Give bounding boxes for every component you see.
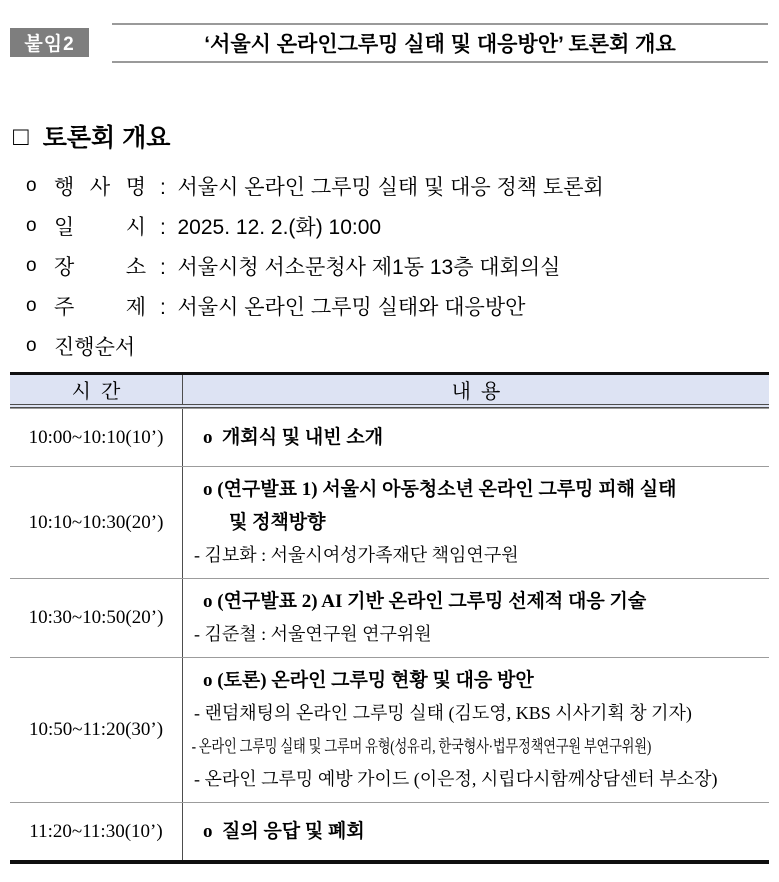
item-label: 주 제 [54,296,146,319]
content-line: o 개회식 및 내빈 소개 [203,427,384,448]
item-value: : 서울시 온라인 그루밍 실태와 대응방안 [160,296,526,319]
col-header-content: 내 용 [451,381,501,403]
list-item [26,206,769,246]
circle-bullet-icon: o [26,215,37,236]
item-value: : 서울시 온라인 그루밍 실태 및 대응 정책 토론회 [160,176,604,199]
square-bullet-icon: □ [13,121,29,151]
table-row [10,657,769,802]
list-item [26,246,769,286]
content-cell [183,409,769,466]
item-label: 일 시 [54,216,146,239]
time-cell: 10:50~11:20(30’) [10,658,183,802]
time-cell: 10:10~10:30(20’) [10,467,183,578]
item-label: 행 사 명 [54,176,146,199]
table-row [10,408,769,466]
item-value: : 서울시청 서소문청사 제1동 13층 대회의실 [160,256,561,279]
content-line: - 김준철 : 서울연구원 연구위원 [194,624,432,644]
content-cell [183,658,769,802]
time-cell: 10:00~10:10(10’) [10,409,183,466]
overview-list [26,166,769,366]
content-line: - 김보화 : 서울시여성가족재단 책임연구원 [194,545,519,565]
schedule-table [10,372,769,864]
circle-bullet-icon: o [26,295,37,316]
circle-bullet-icon: o [26,175,37,196]
attachment-badge: 붙임2 [10,28,89,57]
table-header-row [10,375,769,408]
content-line: o 질의 응답 및 폐회 [203,821,365,842]
content-line: o (연구발표 1) 서울시 아동청소년 온라인 그루밍 피해 실태 [203,479,677,500]
document-title-block [112,23,768,63]
time-cell: 11:20~11:30(10’) [10,803,183,860]
content-line: - 랜덤채팅의 온라인 그루밍 실태 (김도영, KBS 시사기획 창 기자) [194,703,692,723]
item-label: 진행순서 [54,336,136,359]
content-line: - 온라인 그루밍 예방 가이드 (이은정, 시립다시함께상담센터 부소장) [194,769,718,789]
section-heading-text: 토론회 개요 [42,124,171,152]
content-cell [183,803,769,860]
list-item [26,326,769,366]
list-item [26,166,769,206]
time-cell: 10:30~10:50(20’) [10,579,183,657]
list-item [26,286,769,326]
section-heading [13,118,170,154]
table-row [10,802,769,860]
content-line: o (연구발표 2) AI 기반 온라인 그루밍 선제적 대응 기술 [203,591,647,612]
content-cell [183,467,769,578]
circle-bullet-icon: o [26,335,37,356]
content-line: o (토론) 온라인 그루밍 현황 및 대응 방안 [203,670,534,691]
circle-bullet-icon: o [26,255,37,276]
col-header-time: 시 간 [10,375,183,404]
content-cell [183,579,769,657]
document-title: ‘서울시 온라인그루밍 실태 및 대응방안’ 토론회 개요 [204,33,676,56]
table-row [10,578,769,657]
item-value: : 2025. 12. 2.(화) 10:00 [160,216,382,239]
table-row [10,466,769,578]
content-line: 및 정책방향 [229,512,326,533]
item-label: 장 소 [54,256,146,279]
content-line: - 온라인 그루밍 실태 및 그루머 유형(성유리, 한국형사·법무정책연구원 부연구위원) [191,737,652,756]
